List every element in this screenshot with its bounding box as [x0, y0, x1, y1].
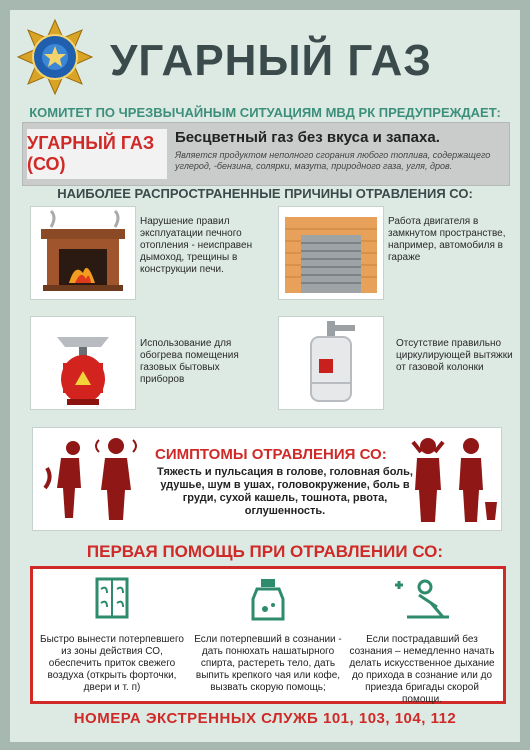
cause-item [30, 206, 260, 298]
garage-icon [279, 207, 383, 299]
fireplace-icon [31, 207, 135, 299]
definition-label: УГАРНЫЙ ГАЗ (СО) [27, 129, 167, 179]
cause-text: Использование для обогрева помещения газовых бытовых приборов [140, 338, 239, 385]
symptoms-text: Тяжесть и пульсация в голове, головная боль, удушье, шум в ушах, головокружение, боль в груди, сухой кашель, тошнота, рвота, оглушенность. [157, 466, 413, 517]
first-aid-item [193, 577, 343, 694]
definition-text: Является продуктом неполного сгорания любого топлива, содержащего углерод, -бензина, солярки, мазута, природного газа, угля, дров. [175, 150, 491, 171]
first-aid-item [347, 577, 497, 706]
person-nausea-bucket-icon [453, 434, 499, 524]
mchs-emblem-icon [16, 18, 94, 96]
gas-cylinder-heater-icon [31, 317, 135, 409]
poster [10, 10, 520, 742]
cause-item [278, 206, 508, 298]
medicine-bottle-icon [193, 577, 343, 621]
first-aid-text: Если пострадавший без сознания – немедленно начать делать искусственное дыхание до прихода в сознание или до приезда бригады скорой помощи. [349, 634, 495, 705]
emergency-numbers: НОМЕРА ЭКСТРЕННЫХ СЛУЖБ 101, 103, 104, 112 [73, 710, 457, 727]
cause-text: Нарушение правил эксплуатации печного отопления - неисправен дымоход, трещины в конструкции печи. [140, 216, 253, 275]
person-headache-icon [407, 434, 449, 524]
symptoms-title: СИМПТОМЫ ОТРАВЛЕНИЯ СО: [155, 446, 387, 463]
cause-text: Работа двигателя в замкнутом пространстве, например, автомобиля в гараже [388, 216, 506, 263]
person-ear-noise-icon [91, 434, 141, 522]
sick-person-vomiting-icon [39, 438, 89, 522]
first-aid-text: Если потерпевший в сознании - дать понюхать нашатырного спирта, растереть тело, дать выпить крепкого чая или кофе, вызвать скорую помощь; [194, 634, 342, 693]
definition-box [22, 122, 510, 186]
gas-boiler-icon [279, 317, 383, 409]
cause-item [278, 316, 513, 408]
cpr-icon [347, 577, 497, 621]
first-aid-text: Быстро вынести потерпевшего из зоны действия СО, обеспечить приток свежего воздуха (открыть форточки, двери и т. п) [40, 634, 184, 693]
cause-item [30, 316, 260, 408]
first-aid-title: ПЕРВАЯ ПОМОЩЬ ПРИ ОТРАВЛЕНИИ СО: [86, 542, 444, 561]
first-aid-box [30, 566, 506, 704]
cause-text: Отсутствие правильно циркулирующей вытяжки от газовой колонки [396, 338, 513, 373]
window-icon [37, 577, 187, 621]
first-aid-item [37, 577, 187, 694]
definition-headline: Бесцветный газ без вкуса и запаха. [175, 129, 440, 146]
page-title: УГАРНЫЙ ГАЗ [110, 36, 432, 85]
symptoms-box [32, 427, 502, 531]
subtitle: КОМИТЕТ ПО ЧРЕЗВЫЧАЙНЫМ СИТУАЦИЯМ МВД РК ПРЕДУПРЕЖДАЕТ: [29, 105, 501, 120]
causes-title: НАИБОЛЕЕ РАСПРОСТРАНЕННЫЕ ПРИЧИНЫ ОТРАВЛЕНИЯ СО: [57, 186, 473, 201]
